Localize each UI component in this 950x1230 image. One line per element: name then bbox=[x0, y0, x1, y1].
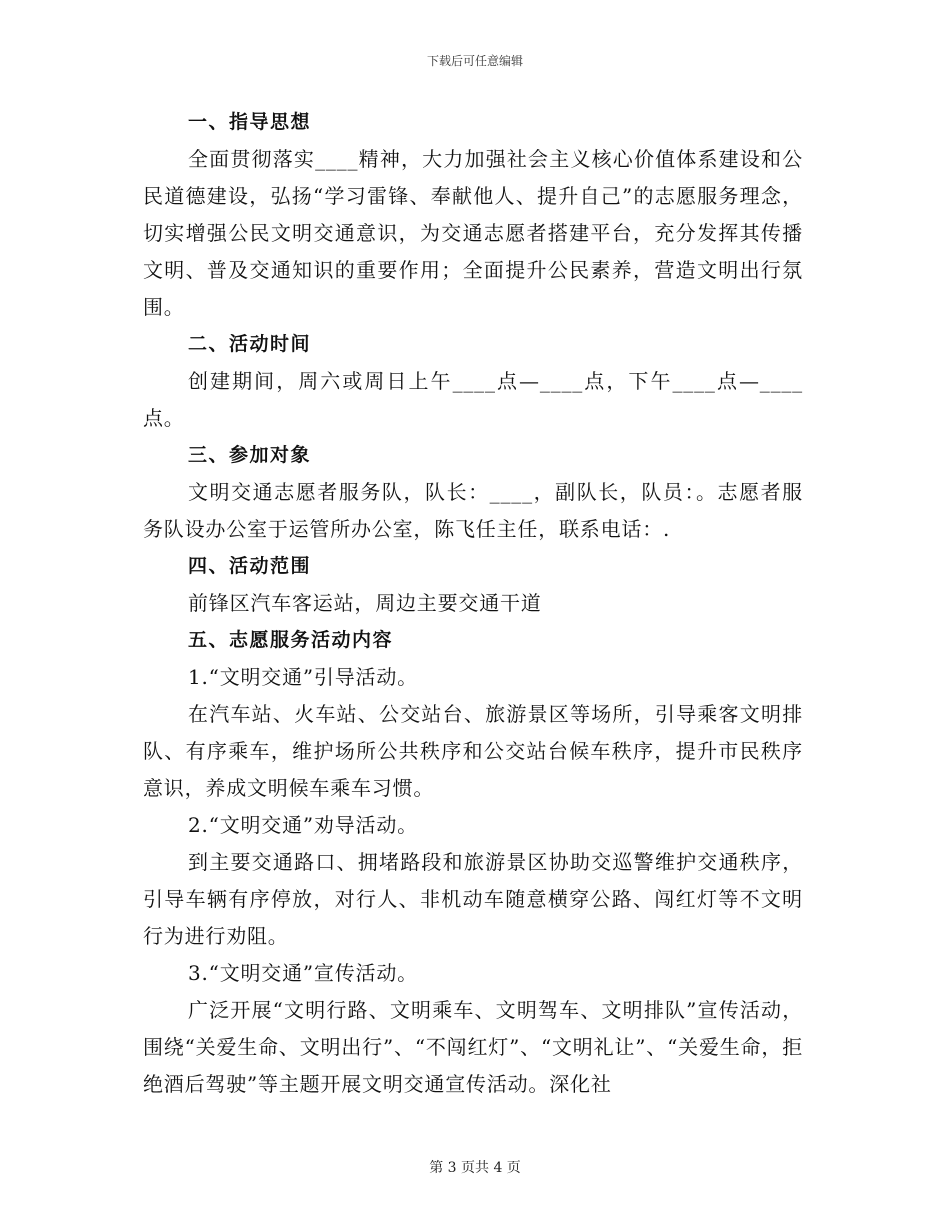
section-heading-guiding-ideology: 一、指导思想 bbox=[188, 111, 312, 133]
item-body-publicity: 广泛开展“文明行路、文明乘车、文明驾车、文明排队”宣传活动，围绕“关爱生命、文明出行”、“不闯红灯”、“文明礼让”、“关爱生命，拒绝酒后驾驶”等主题开展文明交通宣传活动。深化社 bbox=[143, 998, 803, 1096]
section-heading-activity-scope: 四、活动范围 bbox=[188, 555, 312, 577]
item-title-publicity: 3.“文明交通”宣传活动。 bbox=[188, 961, 418, 985]
section-body-activity-time: 创建期间，周六或周日上午____点—____点，下午____点—____点。 bbox=[143, 369, 803, 430]
item-title-guidance: 1.“文明交通”引导活动。 bbox=[188, 665, 418, 689]
section-body-participants: 文明交通志愿者服务队，队长：____，副队长，队员：。志愿者服务队设办公室于运管所办公室，陈飞任主任，联系电话：. bbox=[143, 480, 803, 541]
document-body bbox=[143, 104, 803, 1103]
page-header: 下载后可任意编辑 bbox=[426, 54, 523, 68]
item-title-persuasion: 2.“文明交通”劝导活动。 bbox=[188, 813, 418, 837]
page-footer: 第 3 页共 4 页 bbox=[429, 1160, 521, 1176]
section-body-activity-scope: 前锋区汽车客运站，周边主要交通干道 bbox=[188, 591, 542, 615]
section-heading-activity-content: 五、志愿服务活动内容 bbox=[188, 629, 394, 651]
section-heading-participants: 三、参加对象 bbox=[188, 444, 312, 466]
section-body-guiding-ideology: 全面贯彻落实____精神，大力加强社会主义核心价值体系建设和公民道德建设，弘扬“学习雷锋、奉献他人、提升自己”的志愿服务理念，切实增强公民文明交通意识，为交通志愿者搭建平台，充分发挥其传播文明、普及交通知识的重要作用；全面提升公民素养，营造文明出行氛围。 bbox=[143, 147, 803, 319]
section-heading-activity-time: 二、活动时间 bbox=[188, 333, 312, 355]
item-body-guidance: 在汽车站、火车站、公交站台、旅游景区等场所，引导乘客文明排队、有序乘车，维护场所公共秩序和公交站台候车秩序，提升市民秩序意识，养成文明候车乘车习惯。 bbox=[143, 702, 803, 800]
item-body-persuasion: 到主要交通路口、拥堵路段和旅游景区协助交巡警维护交通秩序，引导车辆有序停放，对行人、非机动车随意横穿公路、闯红灯等不文明行为进行劝阻。 bbox=[143, 850, 803, 948]
